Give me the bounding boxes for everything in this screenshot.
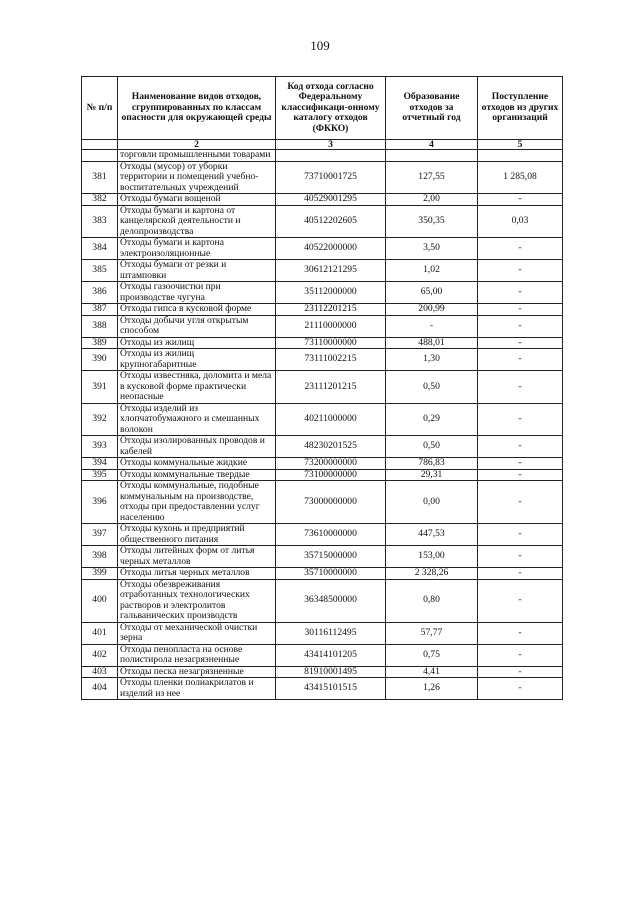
row-number-cell <box>82 150 118 162</box>
row-number-cell: 384 <box>82 238 118 260</box>
formed-amount-cell <box>386 150 478 162</box>
fkko-code-cell: 21110000000 <box>276 315 386 337</box>
waste-name-cell: Отходы газоочистки при производстве чугуна <box>118 282 276 304</box>
received-amount-cell: - <box>478 678 563 700</box>
fkko-code-cell: 43415101515 <box>276 678 386 700</box>
waste-name-cell: Отходы известняка, доломита и мела в кусковой форме практически неопасные <box>118 371 276 404</box>
fkko-code-cell: 73000000000 <box>276 481 386 524</box>
column-number: 4 <box>386 140 478 150</box>
row-number-cell: 401 <box>82 622 118 644</box>
row-number-cell: 383 <box>82 205 118 238</box>
received-amount-cell: - <box>478 568 563 580</box>
fkko-code-cell: 35112000000 <box>276 282 386 304</box>
table-row <box>82 194 563 206</box>
waste-name-cell: Отходы из жилищ крупногабаритные <box>118 349 276 371</box>
waste-name-cell: торговли промышленными товарами <box>118 150 276 162</box>
received-amount-cell: - <box>478 349 563 371</box>
row-number-cell: 396 <box>82 481 118 524</box>
row-number-cell: 402 <box>82 644 118 666</box>
row-number-cell: 387 <box>82 304 118 316</box>
received-amount-cell: - <box>478 282 563 304</box>
received-amount-cell: - <box>478 579 563 622</box>
row-number-cell: 398 <box>82 546 118 568</box>
received-amount-cell: - <box>478 469 563 481</box>
formed-amount-cell: 488,01 <box>386 337 478 349</box>
waste-name-cell: Отходы пленки полиакрилатов и изделий из нее <box>118 678 276 700</box>
fkko-code-cell: 40512202605 <box>276 205 386 238</box>
row-number-cell: 392 <box>82 403 118 436</box>
row-number-cell: 381 <box>82 161 118 194</box>
row-number-cell: 403 <box>82 666 118 678</box>
formed-amount-cell: - <box>386 315 478 337</box>
header-name: Наименование видов отходов, сгруппированных по классам опасности для окружающей среды <box>118 77 276 140</box>
table-row <box>82 546 563 568</box>
row-number-cell: 394 <box>82 458 118 470</box>
table-row <box>82 524 563 546</box>
waste-name-cell: Отходы коммунальные твердые <box>118 469 276 481</box>
table-row <box>82 666 563 678</box>
fkko-code-cell: 73111002215 <box>276 349 386 371</box>
waste-name-cell: Отходы от механической очистки зерна <box>118 622 276 644</box>
row-number-cell: 404 <box>82 678 118 700</box>
table-row <box>82 622 563 644</box>
received-amount-cell: - <box>478 436 563 458</box>
received-amount-cell: - <box>478 238 563 260</box>
fkko-code-cell: 35715000000 <box>276 546 386 568</box>
waste-name-cell: Отходы бумаги и картона от канцелярской деятельности и делопроизводства <box>118 205 276 238</box>
row-number-cell: 399 <box>82 568 118 580</box>
row-number-cell: 397 <box>82 524 118 546</box>
formed-amount-cell: 57,77 <box>386 622 478 644</box>
formed-amount-cell: 200,99 <box>386 304 478 316</box>
waste-name-cell: Отходы изолированных проводов и кабелей <box>118 436 276 458</box>
table-row <box>82 205 563 238</box>
waste-table <box>81 76 563 700</box>
fkko-code-cell: 35710000000 <box>276 568 386 580</box>
row-number-cell: 386 <box>82 282 118 304</box>
received-amount-cell <box>478 150 563 162</box>
received-amount-cell: - <box>478 315 563 337</box>
fkko-code-cell: 30116112495 <box>276 622 386 644</box>
fkko-code-cell: 36348500000 <box>276 579 386 622</box>
formed-amount-cell: 153,00 <box>386 546 478 568</box>
received-amount-cell: - <box>478 458 563 470</box>
table-row <box>82 481 563 524</box>
formed-amount-cell: 447,53 <box>386 524 478 546</box>
received-amount-cell: - <box>478 260 563 282</box>
waste-name-cell: Отходы коммунальные, подобные коммунальным на производстве, отходы при предоставлении услуг населению <box>118 481 276 524</box>
formed-amount-cell: 1,02 <box>386 260 478 282</box>
table-row <box>82 403 563 436</box>
fkko-code-cell: 40529001295 <box>276 194 386 206</box>
fkko-code-cell: 73610000000 <box>276 524 386 546</box>
fkko-code-cell: 40211000000 <box>276 403 386 436</box>
formed-amount-cell: 1,30 <box>386 349 478 371</box>
formed-amount-cell: 1,26 <box>386 678 478 700</box>
received-amount-cell: - <box>478 644 563 666</box>
formed-amount-cell: 2,00 <box>386 194 478 206</box>
table-row <box>82 458 563 470</box>
waste-name-cell: Отходы песка незагрязненные <box>118 666 276 678</box>
waste-name-cell: Отходы пенопласта на основе полистирола незагрязненные <box>118 644 276 666</box>
table-row <box>82 150 563 162</box>
waste-name-cell: Отходы гипса в кусковой форме <box>118 304 276 316</box>
column-number: 2 <box>118 140 276 150</box>
row-number-cell: 393 <box>82 436 118 458</box>
received-amount-cell: - <box>478 304 563 316</box>
table-row <box>82 436 563 458</box>
table-row <box>82 579 563 622</box>
fkko-code-cell: 23111201215 <box>276 371 386 404</box>
waste-name-cell: Отходы коммунальные жидкие <box>118 458 276 470</box>
formed-amount-cell: 0,00 <box>386 481 478 524</box>
received-amount-cell: - <box>478 337 563 349</box>
received-amount-cell: - <box>478 546 563 568</box>
row-number-cell: 385 <box>82 260 118 282</box>
header-received: Поступление отходов из других организаций <box>478 77 563 140</box>
received-amount-cell: - <box>478 622 563 644</box>
table-body <box>82 150 563 700</box>
fkko-code-cell: 73110000000 <box>276 337 386 349</box>
fkko-code-cell: 23112201215 <box>276 304 386 316</box>
waste-name-cell: Отходы литейных форм от литья черных металлов <box>118 546 276 568</box>
column-number: 5 <box>478 140 563 150</box>
formed-amount-cell: 2 328,26 <box>386 568 478 580</box>
table-row <box>82 315 563 337</box>
row-number-cell: 391 <box>82 371 118 404</box>
waste-name-cell: Отходы обезвреживания отработанных технологических растворов и электролитов гальванических производств <box>118 579 276 622</box>
waste-name-cell: Отходы литья черных металлов <box>118 568 276 580</box>
formed-amount-cell: 0,80 <box>386 579 478 622</box>
waste-name-cell: Отходы бумаги и картона электроизоляционные <box>118 238 276 260</box>
formed-amount-cell: 65,00 <box>386 282 478 304</box>
formed-amount-cell: 29,31 <box>386 469 478 481</box>
table-header-row <box>82 77 563 140</box>
received-amount-cell: 1 285,08 <box>478 161 563 194</box>
table-row <box>82 304 563 316</box>
waste-name-cell: Отходы добычи угля открытым способом <box>118 315 276 337</box>
fkko-code-cell: 73100000000 <box>276 469 386 481</box>
formed-amount-cell: 0,29 <box>386 403 478 436</box>
table-row <box>82 282 563 304</box>
fkko-code-cell: 73200000000 <box>276 458 386 470</box>
fkko-code-cell: 48230201525 <box>276 436 386 458</box>
column-number <box>82 140 118 150</box>
formed-amount-cell: 350,35 <box>386 205 478 238</box>
table-row <box>82 469 563 481</box>
received-amount-cell: - <box>478 403 563 436</box>
waste-name-cell: Отходы бумаги от резки и штамповки <box>118 260 276 282</box>
received-amount-cell: 0,03 <box>478 205 563 238</box>
waste-name-cell: Отходы изделий из хлопчатобумажного и смешанных волокон <box>118 403 276 436</box>
received-amount-cell: - <box>478 524 563 546</box>
row-number-cell: 389 <box>82 337 118 349</box>
formed-amount-cell: 786,83 <box>386 458 478 470</box>
table-row <box>82 337 563 349</box>
table-row <box>82 678 563 700</box>
fkko-code-cell: 43414101205 <box>276 644 386 666</box>
waste-name-cell: Отходы кухонь и предприятий общественного питания <box>118 524 276 546</box>
table-row <box>82 238 563 260</box>
waste-name-cell: Отходы из жилищ <box>118 337 276 349</box>
formed-amount-cell: 127,55 <box>386 161 478 194</box>
row-number-cell: 390 <box>82 349 118 371</box>
formed-amount-cell: 4,41 <box>386 666 478 678</box>
fkko-code-cell <box>276 150 386 162</box>
row-number-cell: 400 <box>82 579 118 622</box>
table-row <box>82 644 563 666</box>
formed-amount-cell: 0,75 <box>386 644 478 666</box>
formed-amount-cell: 3,50 <box>386 238 478 260</box>
row-number-cell: 388 <box>82 315 118 337</box>
row-number-cell: 382 <box>82 194 118 206</box>
header-code: Код отхода согласно Федеральному классификаци-онному каталогу отходов (ФККО) <box>276 77 386 140</box>
received-amount-cell: - <box>478 371 563 404</box>
header-no: № п/п <box>82 77 118 140</box>
table-row <box>82 568 563 580</box>
fkko-code-cell: 30612121295 <box>276 260 386 282</box>
fkko-code-cell: 40522000000 <box>276 238 386 260</box>
row-number-cell: 395 <box>82 469 118 481</box>
received-amount-cell: - <box>478 666 563 678</box>
table-row <box>82 371 563 404</box>
table-row <box>82 161 563 194</box>
column-number: 3 <box>276 140 386 150</box>
formed-amount-cell: 0,50 <box>386 371 478 404</box>
page-number: 109 <box>310 38 330 53</box>
fkko-code-cell: 73710001725 <box>276 161 386 194</box>
waste-name-cell: Отходы (мусор) от уборки территории и помещений учебно-воспитательных учреждений <box>118 161 276 194</box>
received-amount-cell: - <box>478 481 563 524</box>
header-formed: Образование отходов за отчетный год <box>386 77 478 140</box>
table-row <box>82 349 563 371</box>
received-amount-cell: - <box>478 194 563 206</box>
column-number-row <box>82 140 563 150</box>
table-row <box>82 260 563 282</box>
waste-name-cell: Отходы бумаги вощеной <box>118 194 276 206</box>
fkko-code-cell: 81910001495 <box>276 666 386 678</box>
formed-amount-cell: 0,50 <box>386 436 478 458</box>
